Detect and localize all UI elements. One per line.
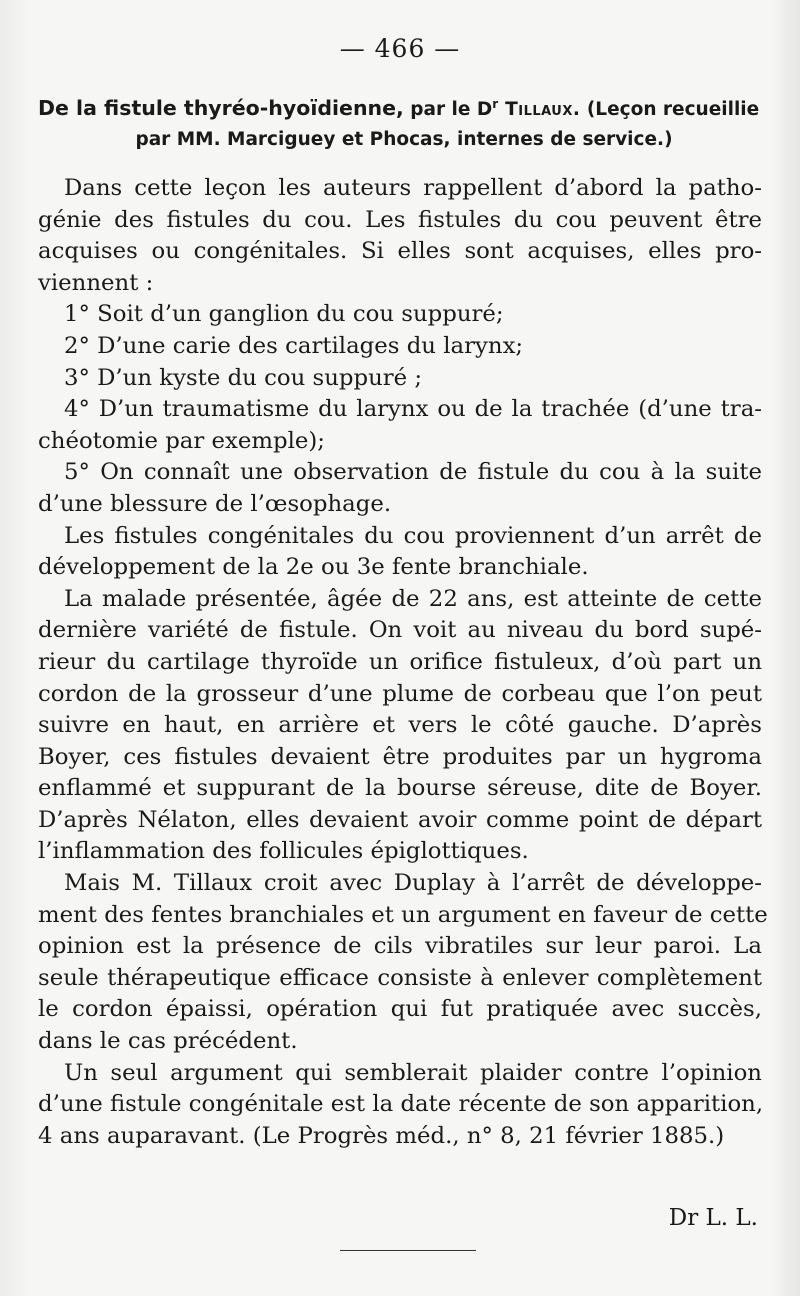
heading-by-sup: r — [492, 97, 499, 111]
signature: Dr L. L. — [668, 1205, 758, 1231]
body-line: Les fistules congénitales du cou proviennent d’un arrêt de — [64, 522, 762, 549]
body-line: dernière variété de fistule. On voit au niveau du bord supé- — [38, 617, 762, 644]
body-line: le cordon épaissi, opération qui fut pratiquée avec succès, — [38, 996, 762, 1023]
body-line: l’inflammation des follicules épiglottiques. — [38, 838, 529, 865]
body-line: rieur du cartilage thyroïde un orifice fistuleux, d’où part un — [38, 648, 762, 675]
body-line: La malade présentée, âgée de 22 ans, est atteinte de cette — [64, 585, 762, 612]
body-line: 2° D’une carie des cartilages du larynx; — [64, 332, 524, 359]
body-line: viennent : — [38, 269, 154, 296]
body-line: 4° D’un traumatisme du larynx ou de la trachée (d’une tra- — [64, 396, 762, 423]
body-line: suivre en haut, en arrière et vers le côté gauche. D’après — [38, 712, 762, 739]
article-heading — [38, 89, 758, 155]
body-line: cordon de la grosseur d’une plume de corbeau que l’on peut — [38, 680, 762, 707]
body-line: 3° D’un kyste du cou suppuré ; — [64, 364, 423, 391]
heading-author: Tillaux. — [498, 99, 581, 121]
heading-line-1 — [38, 89, 758, 125]
body-line: dans le cas précédent. — [38, 1028, 298, 1055]
body-line: 5° On connaît une observation de fistule du cou à la suite — [64, 459, 762, 486]
page-number: — 466 — — [339, 34, 461, 63]
body-line: ment des fentes branchiales et un argument en faveur de cette — [38, 901, 768, 928]
separator-rule — [340, 1250, 476, 1251]
body-line: Mais M. Tillaux croit avec Duplay à l’arrêt de développe- — [64, 870, 762, 897]
body-line: 4 ans auparavant. (Le Progrès méd., n° 8, 21 février 1885.) — [38, 1122, 725, 1149]
body-line: Boyer, ces fistules devaient être produites par un hygroma — [38, 743, 762, 770]
article-body — [38, 173, 768, 1152]
body-line: génie des fistules du cou. Les fistules du cou peuvent être — [38, 206, 762, 233]
heading-by: par le D — [403, 99, 493, 121]
body-line: enflammé et suppurant de la bourse séreuse, dite de Boyer. — [38, 775, 762, 802]
body-line: développement de la 2e ou 3e fente branchiale. — [38, 554, 589, 581]
body-line: seule thérapeutique efficace consiste à enlever complètement — [38, 964, 762, 991]
body-line: 1° Soit d’un ganglion du cou suppuré; — [64, 301, 504, 328]
body-line: d’une fistule congénitale est la date récente de son apparition, — [38, 1091, 764, 1118]
article-title: De la fistule thyréo-hyoïdienne, — [38, 96, 404, 121]
heading-line-2: par MM. Marciguey et Phocas, internes de service.) — [135, 129, 673, 151]
body-line: D’après Nélaton, elles devaient avoir comme point de départ — [38, 806, 762, 833]
body-line: chéotomie par exemple); — [38, 427, 325, 454]
body-line: d’une blessure de l’œsophage. — [38, 490, 392, 517]
heading-note-start: (Leçon recueillie — [580, 99, 760, 121]
body-line: Un seul argument qui semblerait plaider contre l’opinion — [64, 1059, 762, 1086]
body-line: acquises ou congénitales. Si elles sont acquises, elles pro- — [38, 238, 762, 265]
body-line: opinion est la présence de cils vibratiles sur leur paroi. La — [38, 933, 762, 960]
body-line: Dans cette leçon les auteurs rappellent d’abord la patho- — [64, 175, 762, 201]
